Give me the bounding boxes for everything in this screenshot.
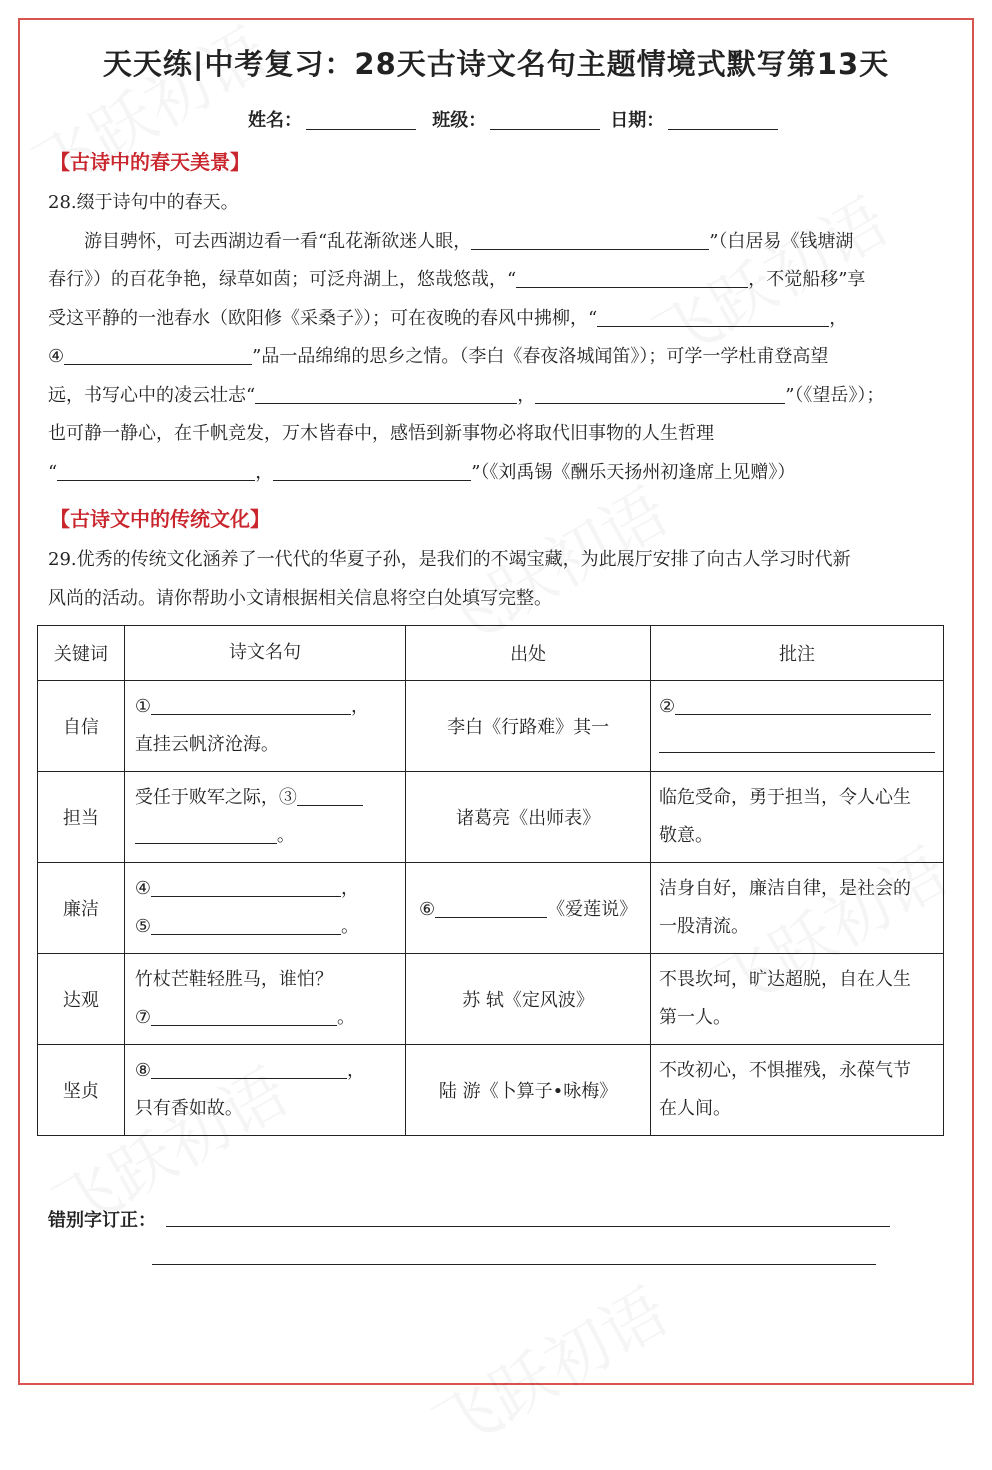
blank-2[interactable] [675,692,931,715]
section-heading-culture: 【古诗文中的传统文化】 [50,507,270,531]
row-keyword: 达观 [38,954,125,1045]
blank-q28-6[interactable] [535,381,785,404]
table-header-row [38,626,944,681]
blank-3-cont[interactable] [135,821,277,844]
row-note: 不畏坎坷，旷达超脱，自在人生 第一人。 [651,954,944,1045]
date-label: 日期： [610,110,665,131]
blank-q28-5[interactable] [255,381,517,404]
name-label: 姓名： [248,110,302,131]
row-source: 苏 轼《定风波》 [406,954,651,1045]
class-label: 班级： [432,110,487,131]
row-quote: ⑧ ， 只有香如故。 [124,1045,405,1136]
q28-line-2: 春行》）的百花争艳，绿草如茵；可泛舟湖上，悠哉悠哉，“ ，不觉船移”享 [48,261,948,300]
row-source: 李白《行路难》其一 [406,681,651,772]
blank-q28-8[interactable] [273,458,471,481]
blank-8[interactable] [151,1056,347,1079]
row-source: 诸葛亮《出师表》 [406,772,651,863]
correction-line-2[interactable] [152,1264,876,1265]
row-note: ② [651,681,944,772]
row-note: 临危受命，勇于担当，令人心生 敬意。 [651,772,944,863]
header-note: 批注 [651,626,944,681]
section-heading-spring: 【古诗中的春天美景】 [50,150,250,174]
row-note: 不改初心，不惧摧残，永葆气节 在人间。 [651,1045,944,1136]
q28-line-6: 也可静一静心，在千帆竞发，万木皆春中，感悟到新事物必将取代旧事物的人生哲理 [48,423,714,444]
row-keyword: 担当 [38,772,125,863]
blank-q28-7[interactable] [57,458,255,481]
blank-5[interactable] [151,912,341,935]
correction-line-1[interactable] [166,1226,890,1227]
name-field[interactable] [306,111,416,130]
blank-4[interactable] [151,874,341,897]
header-keyword: 关键词 [38,626,125,681]
row-keyword: 坚贞 [38,1045,125,1136]
page-title: 天天练|中考复习：28天古诗文名句主题情境式默写第13天 [102,47,890,81]
blank-q28-2[interactable] [516,265,748,288]
blank-q28-1[interactable] [471,227,709,250]
blank-1[interactable] [151,692,351,715]
blank-q28-4[interactable] [64,342,252,365]
row-quote: 竹杖芒鞋轻胜马，谁怕？ ⑦ 。 [124,954,405,1045]
question-29 [48,541,948,618]
row-keyword: 廉洁 [38,863,125,954]
class-field[interactable] [490,111,600,130]
row-keyword: 自信 [38,681,125,772]
table-row [38,772,944,863]
header-source: 出处 [406,626,651,681]
q28-line-5: 远，书写心中的凌云壮志“ ， ”（《望岳》）； [48,377,948,416]
blank-q28-3[interactable] [597,304,829,327]
table-row [38,1045,944,1136]
q28-line-3: 受这平静的一池春水（欧阳修《采桑子》）；可在夜晚的春风中拂柳，“ ， [48,300,948,339]
q28-line-1: 游目骋怀，可去西湖边看一看“乱花渐欲迷人眼， ”（白居易《钱塘湖 [48,223,948,262]
blank-3[interactable] [297,783,363,806]
q29-prompt-1: 29.优秀的传统文化涵养了一代代的华夏子孙，是我们的不竭宝藏，为此展厅安排了向古人学习时代新 [48,549,851,570]
blank-7[interactable] [151,1003,337,1026]
row-quote: 受任于败军之际，③ 。 [124,772,405,863]
row-source: ⑥ 《爱莲说》 [406,863,651,954]
correction-label: 错别字订正： [48,1210,156,1231]
table-row [38,954,944,1045]
row-note: 洁身自好，廉洁自律，是社会的 一股清流。 [651,863,944,954]
header-quote: 诗文名句 [124,626,405,681]
q28-line-7: “ ， ”（《刘禹锡《酬乐天扬州初逢席上见赠》） [48,454,948,493]
question-28 [48,184,948,492]
blank-6[interactable] [435,895,547,918]
row-quote: ④ ， ⑤ 。 [124,863,405,954]
row-quote: ① ， 直挂云帆济沧海。 [124,681,405,772]
table-row [38,863,944,954]
q28-line-4: ④ ”品一品绵绵的思乡之情。（李白《春夜洛城闻笛》）；可学一学杜甫登高望 [48,338,948,377]
row-source: 陆 游《卜算子•咏梅》 [406,1045,651,1136]
student-info [248,106,788,132]
blank-2-cont[interactable] [659,730,935,753]
date-field[interactable] [668,111,778,130]
culture-table [37,625,944,1136]
table-row [38,681,944,772]
q28-prompt: 28.缀于诗句中的春天。 [48,192,239,213]
q29-prompt-2: 风尚的活动。请你帮助小文请根据相关信息将空白处填写完整。 [48,587,552,609]
